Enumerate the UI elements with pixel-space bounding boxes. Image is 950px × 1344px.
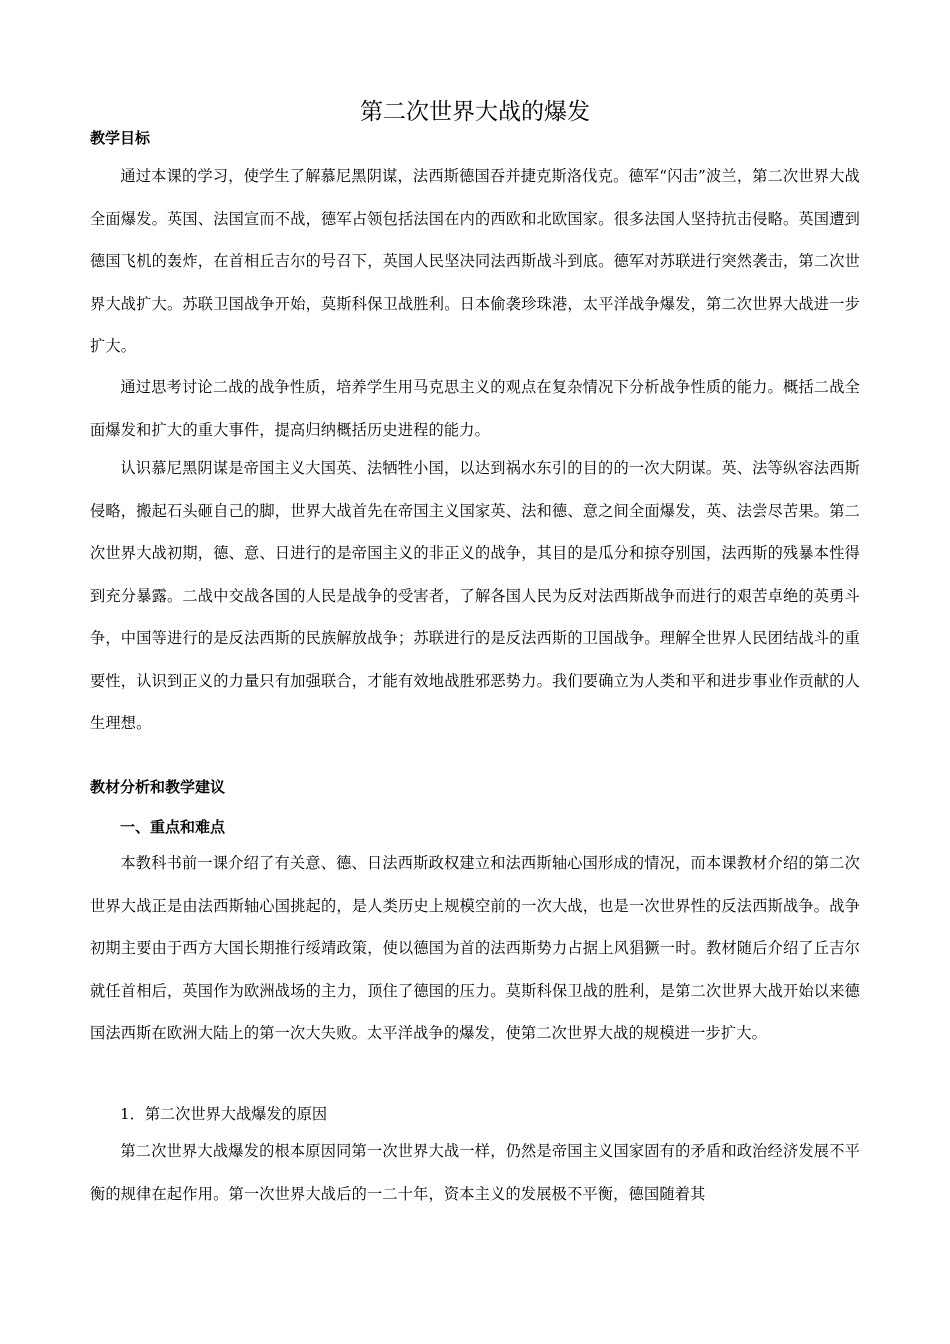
- section-heading-teaching-goals: 教学目标: [90, 129, 151, 147]
- paragraph-goals-3: 认识慕尼黑阴谋是帝国主义大国英、法牺牲小国，以达到祸水东引的目的的一次大阴谋。英、法等纵容法西斯侵略，搬起石头砸自己的脚，世界大战首先在帝国主义国家英、法和德、意之间全面爆发，英、法尝尽苦果。第二次世界大战初期，德、意、日进行的是帝国主义的非正义的战争，其目的是瓜分和掠夺别国，法西斯的残暴本性得到充分暴露。二战中交战各国的人民是战争的受害者，了解各国人民为反对法西斯战争而进行的艰苦卓绝的英勇斗争，中国等进行的是反法西斯的民族解放战争；苏联进行的是反法西斯的卫国战争。理解全世界人民团结战斗的重要性，认识到正义的力量只有加强联合，才能有效地战胜邪恶势力。我们要确立为人类和平和进步事业作贡献的人生理想。: [90, 459, 860, 732]
- document-title: 第二次世界大战的爆发: [360, 99, 590, 125]
- section-heading-analysis: 教材分析和教学建议: [90, 778, 226, 796]
- paragraph-goals-1: 通过本课的学习，使学生了解慕尼黑阴谋，法西斯德国吞并捷克斯洛伐克。德军“闪击”波兰，第二次世界大战全面爆发。英国、法国宣而不战，德军占领包括法国在内的西欧和北欧国家。很多法国人坚持抗击侵略。英国遭到德国飞机的轰炸，在首相丘吉尔的号召下，英国人民坚决同法西斯战斗到底。德军对苏联进行突然袭击，第二次世界大战扩大。苏联卫国战争开始，莫斯科保卫战胜利。日本偷袭珍珠港，太平洋战争爆发，第二次世界大战进一步扩大。: [90, 167, 860, 355]
- paragraph-analysis-1: 本教科书前一课介绍了有关意、德、日法西斯政权建立和法西斯轴心国形成的情况，而本课教材介绍的第二次世界大战正是由法西斯轴心国挑起的，是人类历史上规模空前的一次大战，也是一次世界性的反法西斯战争。战争初期主要由于西方大国长期推行绥靖政策，使以德国为首的法西斯势力占据上风猖獗一时。教材随后介绍了丘吉尔就任首相后，英国作为欧洲战场的主力，顶住了德国的压力。莫斯科保卫战的胜利，是第二次世界大战开始以来德国法西斯在欧洲大陆上的第一次大失败。太平洋战争的爆发，使第二次世界大战的规模进一步扩大。: [90, 854, 860, 1042]
- paragraph-analysis-2: 第二次世界大战爆发的根本原因同第一次世界大战一样，仍然是帝国主义国家固有的矛盾和政治经济发展不平衡的规律在起作用。第一次世界大战后的一二十年，资本主义的发展极不平衡，德国随着其: [90, 1142, 860, 1203]
- subheading-key-points: 一、重点和难点: [120, 818, 226, 836]
- numbered-item-causes: 1．第二次世界大战爆发的原因: [120, 1105, 328, 1123]
- paragraph-goals-2: 通过思考讨论二战的战争性质，培养学生用马克思主义的观点在复杂情况下分析战争性质的能力。概括二战全面爆发和扩大的重大事件，提高归纳概括历史进程的能力。: [90, 378, 860, 439]
